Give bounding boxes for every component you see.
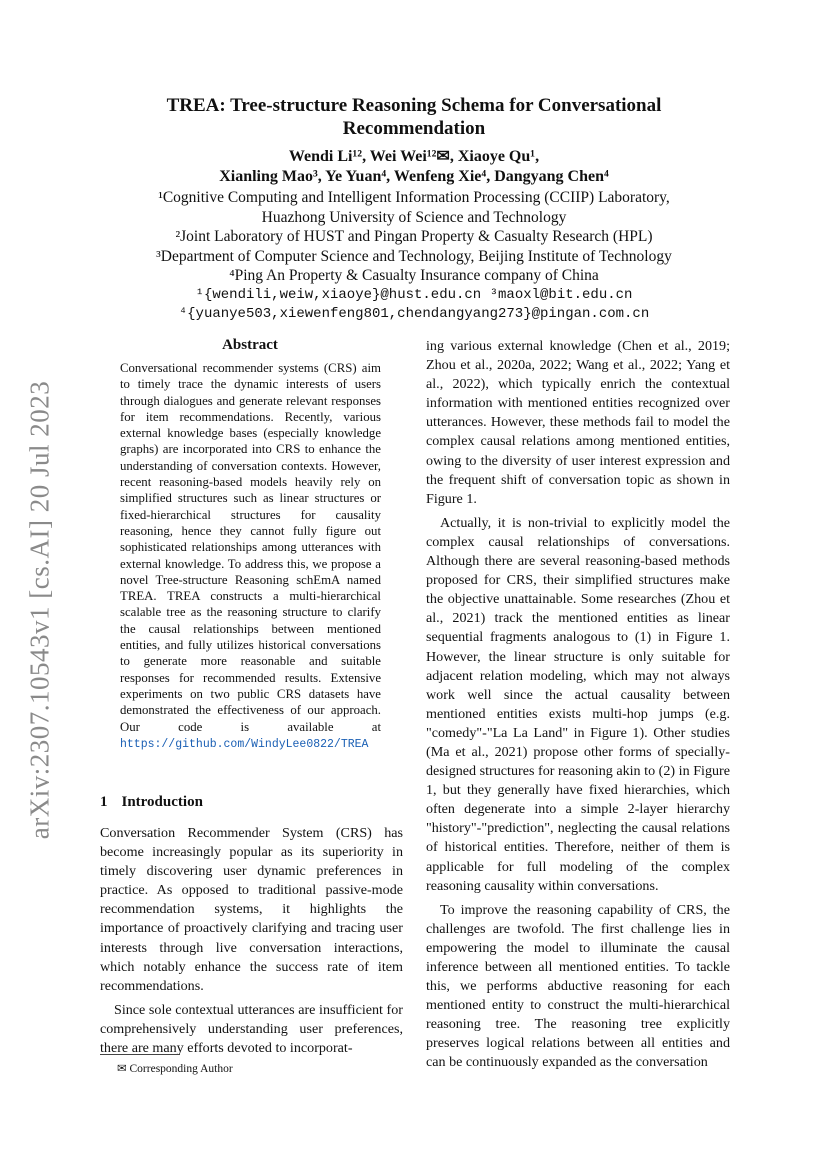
author-list xyxy=(100,147,728,187)
code-link[interactable]: https://github.com/WindyLee0822/TREA xyxy=(120,737,369,751)
section-number: 1 xyxy=(100,794,108,810)
section-heading-introduction xyxy=(100,794,203,811)
right-column-body xyxy=(426,337,730,1078)
affiliation-line: ⁴Ping An Property & Casualty Insurance company of China xyxy=(229,267,599,284)
footnote-corresponding-author: ✉ Corresponding Author xyxy=(117,1063,233,1075)
paragraph: Conversation Recommender System (CRS) has become increasingly popular as its superiority in timely discovering user dynamic preferences in practice. As opposed to traditional passive-mode recommendation systems, it highlights the importance of proactively clarifying and tracing user interests through live conversation interactions, which notably enhance the success rate of item recommendations. xyxy=(100,825,403,994)
affiliations xyxy=(100,188,728,325)
affiliation-line: ²Joint Laboratory of HUST and Pingan Property & Casualty Research (HPL) xyxy=(175,228,653,245)
affiliation-line: ³Department of Computer Science and Technology, Beijing Institute of Technology xyxy=(156,247,672,265)
affiliation-line: ¹Cognitive Computing and Intelligent Information Processing (CCIIP) Laboratory, xyxy=(158,189,670,206)
paragraph: To improve the reasoning capability of CRS, the challenges are twofold. The first challenge lies in empowering the model to illuminate the causal inference between all mentioned entities. To tackle this, we performs abductive reasoning for each mentioned entity to construct the multi-hierarchical reasoning tree. The reasoning tree explicitly preserves logical relations between all entities and can be continuously expanded as the conversation xyxy=(426,901,730,1071)
author-line-2: Xianling Mao³, Ye Yuan⁴, Wenfeng Xie⁴, Dangyang Chen⁴ xyxy=(219,168,609,185)
section-title: Introduction xyxy=(121,794,203,810)
paragraph: Since sole contextual utterances are insufficient for comprehensively understanding user preferences, there are many efforts devoted to incorporat- xyxy=(100,1001,403,1057)
abstract-body xyxy=(120,360,381,753)
author-line-1: Wendi Li¹², Wei Wei¹²✉, Xiaoye Qu¹, xyxy=(288,148,540,165)
affiliation-line: Huazhong University of Science and Technology xyxy=(261,208,567,226)
abstract-heading: Abstract xyxy=(222,337,278,353)
paragraph: ing various external knowledge (Chen et al., 2019; Zhou et al., 2020a, 2022; Wang et al., 2022; Yang et al., 2022), which typically enrich the contextual information with mentioned entities recognized over utterances. However, these methods fail to model the complex causal relations among mentioned entities, owing to the diversity of user interest expression and the frequent shift of conversation topic as shown in Figure 1. xyxy=(426,338,730,507)
footnote-rule xyxy=(100,1054,180,1055)
left-column-body xyxy=(100,824,403,1063)
email-line: ⁴{yuanye503,xiewenfeng801,chendangyang273}@pingan.com.cn xyxy=(178,306,650,322)
paper-title: TREA: Tree-structure Reasoning Schema for Conversational Recommendation xyxy=(166,95,662,139)
abstract-text: Conversational recommender systems (CRS) aim to timely trace the dynamic interests of users through dialogues and generate relevant responses for item recommendations. Recently, various external knowledge bases (especially knowledge graphs) are incorporated into CRS to enhance the understanding of conversation contexts. However, recent reasoning-based models heavily rely on simplified structures such as linear structures or fixed-hierarchical structures for causality reasoning, hence they cannot fully figure out sophisticated relationships among utterances with external knowledge. To address this, we propose a novel Tree-structure Reasoning schEmA named TREA. TREA constructs a multi-hierarchical scalable tree as the reasoning structure to clarify the causal relationships between mentioned entities, and fully utilizes historical conversations to generate more reasonable and suitable responses for recommended results. Extensive experiments on two public CRS datasets have demonstrated the effectiveness of our approach. Our code is available at xyxy=(120,361,381,734)
paragraph: Actually, it is non-trivial to explicitly model the complex causal relationships of conversations. Although there are several reasoning-based methods proposed for CRS, their simplified structures make the objective unattainable. Some researches (Zhou et al., 2021) track the mentioned entities as linear sequential fragments analogous to (1) in Figure 1. However, the linear structure is only suitable for adjacent relation modeling, which may not always work well since the actual causality between mentioned entities exists multi-hop jumps (e.g. "comedy"-"La La Land" in Figure 1). Other studies (Ma et al., 2021) propose other forms of specially-designed structures for reasoning akin to (2) in Figure 1, but they generally have fixed hierarchies, which often degenerate into a simple 2-layer hierarchy "history"-"prediction", neglecting the causal relations of historical entities. Therefore, neither of them is applicable for full modeling of the complex reasoning causality within conversations. xyxy=(426,514,730,894)
email-line: ¹{wendili,weiw,xiaoye}@hust.edu.cn ³maoxl@bit.edu.cn xyxy=(195,286,633,303)
